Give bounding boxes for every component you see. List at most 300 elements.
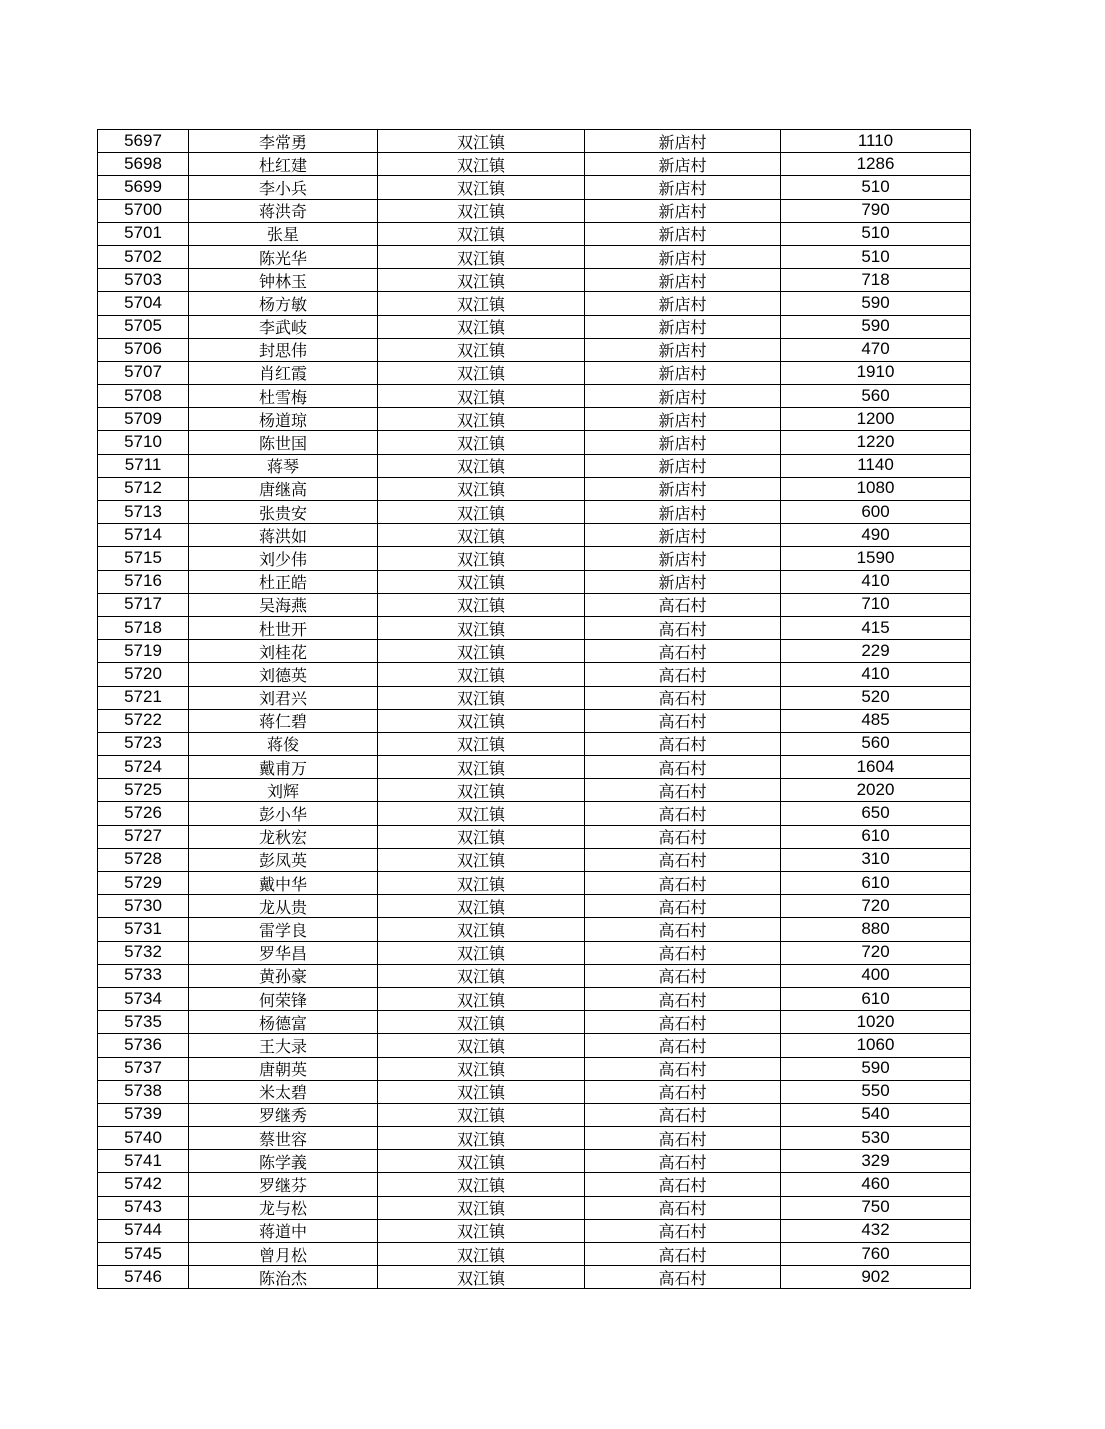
- amount-cell-text: 520: [861, 687, 890, 707]
- amount-cell-text: 1604: [856, 756, 895, 776]
- name-cell: [189, 756, 378, 779]
- amount-cell: [781, 941, 971, 964]
- name-cell-text: 封思伟: [258, 341, 307, 361]
- row-number-cell: [98, 454, 189, 477]
- village-cell-text: 高石村: [658, 1268, 707, 1288]
- row-number-cell: [98, 964, 189, 987]
- table-row: [98, 1173, 971, 1196]
- table-row: [98, 338, 971, 361]
- row-number-cell-text: 5729: [124, 872, 162, 892]
- town-cell: [378, 895, 585, 918]
- row-number-cell-text: 5731: [124, 918, 162, 938]
- row-number-cell-text: 5720: [124, 663, 162, 683]
- amount-cell-text: 410: [861, 571, 890, 591]
- row-number-cell: [98, 361, 189, 384]
- name-cell: [189, 1266, 378, 1289]
- amount-cell: [781, 848, 971, 871]
- town-cell: [378, 1011, 585, 1034]
- name-cell: [189, 431, 378, 454]
- row-number-cell-text: 5745: [124, 1243, 162, 1263]
- town-cell: [378, 547, 585, 570]
- town-cell: [378, 756, 585, 779]
- row-number-cell: [98, 686, 189, 709]
- row-number-cell: [98, 1080, 189, 1103]
- table-row: [98, 130, 971, 153]
- amount-cell: [781, 454, 971, 477]
- amount-cell-text: 400: [861, 965, 890, 985]
- town-cell-text: 双江镇: [456, 1152, 505, 1172]
- amount-cell-text: 1910: [856, 362, 895, 382]
- name-cell-text: 陈光华: [258, 248, 307, 268]
- village-cell: [585, 779, 781, 802]
- amount-cell: [781, 1103, 971, 1126]
- village-cell: [585, 269, 781, 292]
- table-row: [98, 1057, 971, 1080]
- town-cell-text: 双江镇: [456, 619, 505, 639]
- town-cell: [378, 1196, 585, 1219]
- row-number-cell-text: 5732: [124, 942, 162, 962]
- town-cell: [378, 709, 585, 732]
- town-cell-text: 双江镇: [456, 1176, 505, 1196]
- name-cell-text: 戴中华: [258, 874, 307, 894]
- name-cell-text: 刘少伟: [258, 549, 307, 569]
- table-row: [98, 454, 971, 477]
- town-cell: [378, 338, 585, 361]
- amount-cell: [781, 779, 971, 802]
- town-cell: [378, 361, 585, 384]
- town-cell: [378, 987, 585, 1010]
- table-row: [98, 756, 971, 779]
- village-cell-text: 高石村: [658, 851, 707, 871]
- town-cell-text: 双江镇: [456, 225, 505, 245]
- name-cell-text: 张星: [266, 225, 299, 245]
- name-cell-text: 唐继高: [258, 480, 307, 500]
- town-cell: [378, 1266, 585, 1289]
- row-number-cell: [98, 547, 189, 570]
- name-cell-text: 李常勇: [258, 132, 307, 152]
- name-cell-text: 杨道琼: [258, 410, 307, 430]
- name-cell: [189, 408, 378, 431]
- village-cell: [585, 385, 781, 408]
- row-number-cell: [98, 153, 189, 176]
- row-number-cell-text: 5702: [124, 246, 162, 266]
- row-number-cell-text: 5739: [124, 1104, 162, 1124]
- table-row: [98, 1011, 971, 1034]
- name-cell-text: 杜世开: [258, 619, 307, 639]
- village-cell-text: 新店村: [658, 155, 707, 175]
- name-cell: [189, 686, 378, 709]
- name-cell-text: 刘德英: [258, 665, 307, 685]
- town-cell-text: 双江镇: [456, 457, 505, 477]
- amount-cell-text: 1220: [856, 432, 895, 452]
- town-cell-text: 双江镇: [456, 758, 505, 778]
- table-row: [98, 640, 971, 663]
- name-cell-text: 龙从贵: [258, 897, 307, 917]
- row-number-cell-text: 5728: [124, 849, 162, 869]
- table-row: [98, 269, 971, 292]
- row-number-cell: [98, 1173, 189, 1196]
- table-row: [98, 732, 971, 755]
- town-cell-text: 双江镇: [456, 1199, 505, 1219]
- amount-cell-text: 590: [861, 1058, 890, 1078]
- row-number-cell: [98, 269, 189, 292]
- town-cell-text: 双江镇: [456, 828, 505, 848]
- row-number-cell-text: 5746: [124, 1266, 162, 1286]
- name-cell: [189, 1034, 378, 1057]
- name-cell: [189, 222, 378, 245]
- row-number-cell: [98, 292, 189, 315]
- table-row: [98, 547, 971, 570]
- name-cell-text: 陈世国: [258, 434, 307, 454]
- row-number-cell-text: 5730: [124, 895, 162, 915]
- table-row: [98, 872, 971, 895]
- table-row: [98, 964, 971, 987]
- amount-cell: [781, 1150, 971, 1173]
- name-cell: [189, 477, 378, 500]
- village-cell-text: 高石村: [658, 712, 707, 732]
- town-cell: [378, 292, 585, 315]
- table-row: [98, 292, 971, 315]
- row-number-cell-text: 5721: [124, 687, 162, 707]
- amount-cell: [781, 547, 971, 570]
- table-row: [98, 315, 971, 338]
- village-cell: [585, 941, 781, 964]
- town-cell-text: 双江镇: [456, 1222, 505, 1242]
- table-row: [98, 1103, 971, 1126]
- name-cell-text: 彭小华: [258, 805, 307, 825]
- table-row: [98, 361, 971, 384]
- amount-cell: [781, 315, 971, 338]
- amount-cell: [781, 361, 971, 384]
- amount-cell: [781, 269, 971, 292]
- town-cell: [378, 848, 585, 871]
- village-cell-text: 新店村: [658, 341, 707, 361]
- row-number-cell: [98, 408, 189, 431]
- amount-cell: [781, 616, 971, 639]
- name-cell-text: 陈学義: [258, 1152, 307, 1172]
- table-row: [98, 918, 971, 941]
- village-cell-text: 高石村: [658, 944, 707, 964]
- amount-cell-text: 510: [861, 246, 890, 266]
- town-cell: [378, 501, 585, 524]
- town-cell: [378, 570, 585, 593]
- village-cell: [585, 1011, 781, 1034]
- town-cell-text: 双江镇: [456, 944, 505, 964]
- village-cell: [585, 616, 781, 639]
- amount-cell: [781, 895, 971, 918]
- name-cell-text: 蒋琴: [266, 457, 299, 477]
- table-row: [98, 176, 971, 199]
- town-cell: [378, 269, 585, 292]
- amount-cell-text: 1060: [856, 1034, 895, 1054]
- table-row: [98, 825, 971, 848]
- town-cell-text: 双江镇: [456, 202, 505, 222]
- table-row: [98, 779, 971, 802]
- table-row: [98, 1034, 971, 1057]
- town-cell: [378, 964, 585, 987]
- village-cell-text: 高石村: [658, 990, 707, 1010]
- name-cell: [189, 176, 378, 199]
- row-number-cell-text: 5703: [124, 269, 162, 289]
- amount-cell: [781, 385, 971, 408]
- row-number-cell-text: 5707: [124, 362, 162, 382]
- village-cell-text: 新店村: [658, 526, 707, 546]
- name-cell-text: 肖红霞: [258, 364, 307, 384]
- row-number-cell: [98, 848, 189, 871]
- town-cell: [378, 1057, 585, 1080]
- village-cell-text: 新店村: [658, 132, 707, 152]
- village-cell: [585, 1266, 781, 1289]
- data-table: [97, 129, 971, 1289]
- village-cell: [585, 222, 781, 245]
- town-cell-text: 双江镇: [456, 689, 505, 709]
- village-cell-text: 高石村: [658, 874, 707, 894]
- amount-cell-text: 490: [861, 524, 890, 544]
- row-number-cell-text: 5738: [124, 1081, 162, 1101]
- village-cell: [585, 1219, 781, 1242]
- table-row: [98, 1150, 971, 1173]
- amount-cell-text: 229: [861, 640, 890, 660]
- village-cell-text: 高石村: [658, 1152, 707, 1172]
- row-number-cell: [98, 338, 189, 361]
- town-cell: [378, 524, 585, 547]
- table-row: [98, 477, 971, 500]
- amount-cell-text: 610: [861, 872, 890, 892]
- village-cell-text: 高石村: [658, 665, 707, 685]
- row-number-cell: [98, 1103, 189, 1126]
- row-number-cell-text: 5699: [124, 176, 162, 196]
- town-cell: [378, 732, 585, 755]
- village-cell: [585, 1057, 781, 1080]
- table-row: [98, 616, 971, 639]
- row-number-cell-text: 5716: [124, 571, 162, 591]
- amount-cell-text: 550: [861, 1081, 890, 1101]
- town-cell: [378, 941, 585, 964]
- name-cell-text: 刘辉: [266, 781, 299, 801]
- amount-cell-text: 718: [861, 269, 890, 289]
- amount-cell: [781, 1196, 971, 1219]
- name-cell-text: 戴甫万: [258, 758, 307, 778]
- town-cell: [378, 408, 585, 431]
- name-cell: [189, 292, 378, 315]
- name-cell: [189, 315, 378, 338]
- village-cell: [585, 825, 781, 848]
- name-cell-text: 蒋洪奇: [258, 202, 307, 222]
- name-cell-text: 蔡世容: [258, 1129, 307, 1149]
- row-number-cell: [98, 1219, 189, 1242]
- village-cell: [585, 1196, 781, 1219]
- name-cell: [189, 454, 378, 477]
- amount-cell-text: 329: [861, 1150, 890, 1170]
- town-cell: [378, 616, 585, 639]
- row-number-cell: [98, 663, 189, 686]
- name-cell: [189, 338, 378, 361]
- town-cell: [378, 640, 585, 663]
- village-cell: [585, 524, 781, 547]
- town-cell-text: 双江镇: [456, 526, 505, 546]
- name-cell: [189, 918, 378, 941]
- row-number-cell-text: 5734: [124, 988, 162, 1008]
- name-cell: [189, 153, 378, 176]
- town-cell-text: 双江镇: [456, 573, 505, 593]
- village-cell-text: 高石村: [658, 828, 707, 848]
- row-number-cell: [98, 987, 189, 1010]
- amount-cell: [781, 964, 971, 987]
- town-cell-text: 双江镇: [456, 781, 505, 801]
- row-number-cell: [98, 895, 189, 918]
- amount-cell-text: 410: [861, 663, 890, 683]
- amount-cell-text: 1080: [856, 478, 895, 498]
- row-number-cell: [98, 1034, 189, 1057]
- amount-cell-text: 880: [861, 918, 890, 938]
- row-number-cell: [98, 756, 189, 779]
- village-cell: [585, 153, 781, 176]
- name-cell-text: 王大录: [258, 1036, 307, 1056]
- village-cell: [585, 709, 781, 732]
- town-cell-text: 双江镇: [456, 1036, 505, 1056]
- village-cell-text: 高石村: [658, 1222, 707, 1242]
- row-number-cell-text: 5714: [124, 524, 162, 544]
- row-number-cell-text: 5727: [124, 826, 162, 846]
- amount-cell-text: 610: [861, 826, 890, 846]
- town-cell-text: 双江镇: [456, 294, 505, 314]
- amount-cell: [781, 431, 971, 454]
- town-cell-text: 双江镇: [456, 805, 505, 825]
- village-cell-text: 高石村: [658, 1106, 707, 1126]
- town-cell-text: 双江镇: [456, 1129, 505, 1149]
- town-cell-text: 双江镇: [456, 248, 505, 268]
- table-row: [98, 1243, 971, 1266]
- town-cell-text: 双江镇: [456, 1083, 505, 1103]
- row-number-cell: [98, 593, 189, 616]
- name-cell: [189, 1127, 378, 1150]
- amount-cell: [781, 292, 971, 315]
- name-cell-text: 陈治杰: [258, 1268, 307, 1288]
- village-cell-text: 新店村: [658, 387, 707, 407]
- amount-cell-text: 720: [861, 895, 890, 915]
- amount-cell: [781, 1127, 971, 1150]
- name-cell-text: 罗继秀: [258, 1106, 307, 1126]
- amount-cell: [781, 153, 971, 176]
- town-cell-text: 双江镇: [456, 897, 505, 917]
- row-number-cell-text: 5698: [124, 153, 162, 173]
- row-number-cell-text: 5711: [124, 455, 162, 475]
- town-cell: [378, 176, 585, 199]
- table-row: [98, 570, 971, 593]
- village-cell: [585, 1103, 781, 1126]
- village-cell-text: 高石村: [658, 1083, 707, 1103]
- name-cell: [189, 732, 378, 755]
- row-number-cell-text: 5723: [124, 733, 162, 753]
- name-cell: [189, 872, 378, 895]
- amount-cell: [781, 222, 971, 245]
- amount-cell: [781, 570, 971, 593]
- name-cell-text: 李小兵: [258, 178, 307, 198]
- town-cell-text: 双江镇: [456, 341, 505, 361]
- name-cell: [189, 640, 378, 663]
- table-row: [98, 802, 971, 825]
- amount-cell-text: 530: [861, 1127, 890, 1147]
- row-number-cell: [98, 825, 189, 848]
- table-row: [98, 686, 971, 709]
- row-number-cell: [98, 802, 189, 825]
- village-cell-text: 高石村: [658, 1060, 707, 1080]
- name-cell: [189, 895, 378, 918]
- amount-cell: [781, 756, 971, 779]
- village-cell-text: 高石村: [658, 1036, 707, 1056]
- name-cell-text: 刘桂花: [258, 642, 307, 662]
- town-cell-text: 双江镇: [456, 364, 505, 384]
- village-cell: [585, 895, 781, 918]
- town-cell: [378, 872, 585, 895]
- village-cell: [585, 848, 781, 871]
- town-cell-text: 双江镇: [456, 735, 505, 755]
- town-cell-text: 双江镇: [456, 1013, 505, 1033]
- amount-cell: [781, 1011, 971, 1034]
- row-number-cell-text: 5701: [124, 223, 162, 243]
- name-cell: [189, 1080, 378, 1103]
- row-number-cell: [98, 570, 189, 593]
- village-cell-text: 新店村: [658, 294, 707, 314]
- village-cell: [585, 176, 781, 199]
- row-number-cell-text: 5736: [124, 1034, 162, 1054]
- amount-cell-text: 600: [861, 501, 890, 521]
- village-cell-text: 新店村: [658, 410, 707, 430]
- village-cell-text: 新店村: [658, 573, 707, 593]
- table-row: [98, 709, 971, 732]
- town-cell-text: 双江镇: [456, 1060, 505, 1080]
- village-cell: [585, 199, 781, 222]
- table-row: [98, 941, 971, 964]
- amount-cell-text: 590: [861, 292, 890, 312]
- row-number-cell: [98, 1127, 189, 1150]
- amount-cell-text: 760: [861, 1243, 890, 1263]
- name-cell-text: 龙与松: [258, 1199, 307, 1219]
- name-cell-text: 杜正皓: [258, 573, 307, 593]
- name-cell-text: 杜红建: [258, 155, 307, 175]
- name-cell: [189, 848, 378, 871]
- row-number-cell-text: 5742: [124, 1174, 162, 1194]
- table-row: [98, 1080, 971, 1103]
- table-row: [98, 431, 971, 454]
- town-cell: [378, 1080, 585, 1103]
- row-number-cell: [98, 709, 189, 732]
- town-cell-text: 双江镇: [456, 642, 505, 662]
- amount-cell: [781, 477, 971, 500]
- row-number-cell: [98, 431, 189, 454]
- name-cell: [189, 1196, 378, 1219]
- village-cell: [585, 431, 781, 454]
- town-cell: [378, 1103, 585, 1126]
- village-cell-text: 高石村: [658, 689, 707, 709]
- name-cell: [189, 130, 378, 153]
- town-cell-text: 双江镇: [456, 480, 505, 500]
- village-cell-text: 高石村: [658, 1245, 707, 1265]
- village-cell-text: 新店村: [658, 434, 707, 454]
- name-cell: [189, 987, 378, 1010]
- row-number-cell-text: 5741: [124, 1150, 162, 1170]
- village-cell-text: 高石村: [658, 1013, 707, 1033]
- village-cell: [585, 1243, 781, 1266]
- row-number-cell: [98, 941, 189, 964]
- village-cell-text: 高石村: [658, 758, 707, 778]
- amount-cell: [781, 987, 971, 1010]
- table-row: [98, 153, 971, 176]
- row-number-cell-text: 5710: [124, 432, 162, 452]
- amount-cell-text: 1590: [856, 547, 895, 567]
- amount-cell-text: 1286: [856, 153, 895, 173]
- name-cell-text: 彭凤英: [258, 851, 307, 871]
